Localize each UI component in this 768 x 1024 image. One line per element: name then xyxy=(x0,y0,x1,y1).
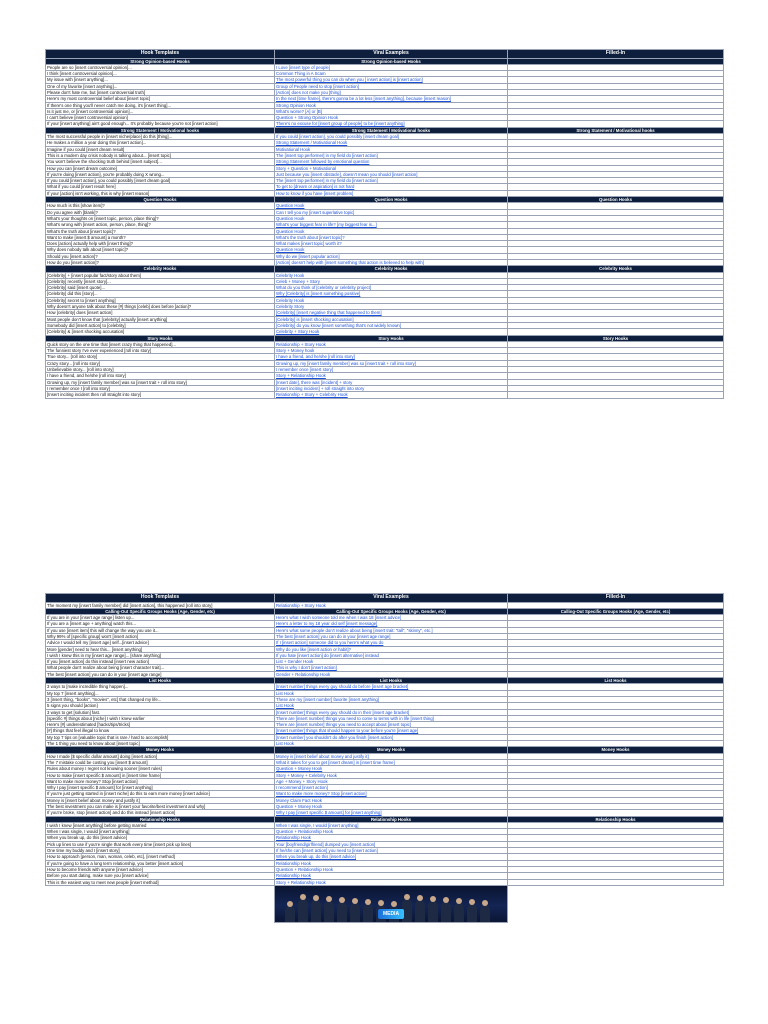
hook-template-cell: [Celebrity] did this [story]... xyxy=(46,291,275,297)
person-head xyxy=(365,899,371,905)
person-silhouette xyxy=(311,900,321,922)
hook-template-cell: This is a modern day crisis nobody is talking about... [insert topic] xyxy=(46,152,275,158)
viral-example-link[interactable]: Story + Relationship Hook xyxy=(275,879,508,885)
section-title: Money Hooks xyxy=(46,747,275,753)
hook-template-cell: If you [insert action] do this instead [insert new action] xyxy=(46,659,275,665)
viral-example-link[interactable]: Celebrity + Story Hook xyxy=(275,329,508,335)
hook-template-cell: Quick story on the one time that [insert crazy thing that happened]... xyxy=(46,341,275,347)
hook-template-cell: This is the easiest way to meet new people [insert method] xyxy=(46,879,275,885)
section-title: List Hooks xyxy=(46,678,275,684)
hook-template-cell: [#] things that feel illegal to know xyxy=(46,728,275,734)
hook-template-cell: I can't believe [insert controversial opinion] xyxy=(46,115,275,121)
hook-template-cell: My top 7 [insert anything]... xyxy=(46,690,275,696)
header-viral-examples: Viral Examples xyxy=(275,50,508,59)
viral-example-link[interactable]: Here's what I wish someone told me when I was 18 [insert advice] xyxy=(275,615,508,621)
viral-example-link[interactable]: Why [Celebrity] is [insert something positive] xyxy=(275,291,508,297)
hook-template-cell: What people don't realize about being [insert character trait]... xyxy=(46,665,275,671)
hook-template-cell: Most people don't know that [celebrity] actually [insert anything] xyxy=(46,316,275,322)
hook-template-cell: How [celebrity] does [insert action] xyxy=(46,310,275,316)
viral-example-link[interactable]: Question Hook xyxy=(275,215,508,221)
section-title-examples: Calling-Out Specific Groups Hooks (Age, Gender, etc) xyxy=(275,608,508,614)
hook-template-cell: Growing up, my [insert family member] was so [insert trait + roll into story] xyxy=(46,379,275,385)
hook-template-cell: What's the truth about [insert topic]? xyxy=(46,228,275,234)
hook-template-cell: People are so [insert controversial opinion]... xyxy=(46,64,275,70)
person-head xyxy=(287,901,293,907)
viral-example-link[interactable]: Strong Opinion Hook xyxy=(275,102,508,108)
viral-example-link[interactable]: I recommend [insert action] xyxy=(275,785,508,791)
viral-example-link[interactable]: I have a friend, and he/she [roll into story] xyxy=(275,354,508,360)
header-hook-templates: Hook Templates xyxy=(46,594,275,603)
hook-template-cell: [Celebrity] recently [insert story]... xyxy=(46,278,275,284)
viral-example-link[interactable]: Age + Money + Story Hook xyxy=(275,778,508,784)
hook-template-cell: How to make [insert specific $ amount] in [insert time frame] xyxy=(46,772,275,778)
person-head xyxy=(391,901,397,907)
person-silhouette xyxy=(480,905,490,922)
hook-template-cell: Should you [insert action]? xyxy=(46,253,275,259)
viral-example-link[interactable]: Story + Money hook xyxy=(275,348,508,354)
header-filled-in: Filled-In xyxy=(508,50,724,59)
hook-template-cell: [Celebrity] & [insert shocking accusation] xyxy=(46,329,275,335)
section-title-examples: Celebrity Hooks xyxy=(275,266,508,272)
person-head xyxy=(339,897,345,903)
hook-template-cell: The 1 thing you need to know about [insert topic] xyxy=(46,741,275,747)
hook-template-cell: My top 7 tips on [valuable topic that is rare / hard to accomplish] xyxy=(46,734,275,740)
viral-example-link[interactable]: [Celebrity] is [insert shocking accusation] xyxy=(275,316,508,322)
hook-template-cell: How much is this [show item]? xyxy=(46,203,275,209)
hook-template-cell: 3 ways to get [solution] fast. xyxy=(46,709,275,715)
section-title: Story Hooks xyxy=(46,335,275,341)
hook-template-cell: What if you could [insert result here] xyxy=(46,184,275,190)
viral-example-link[interactable]: These are my [insert number] favorite [insert anything] xyxy=(275,696,508,702)
person-head xyxy=(469,899,475,905)
viral-example-link[interactable]: Motivational Hook xyxy=(275,146,508,152)
section-header-row xyxy=(46,816,724,822)
viral-example-link[interactable]: To get to [dream or aspiration] is not hard xyxy=(275,184,508,190)
team-banner-image xyxy=(275,886,507,922)
person-head xyxy=(352,898,358,904)
section-title-filled-in: Calling-Out Specific Groups Hooks (Age, Gender, etc) xyxy=(508,608,724,614)
hook-template-cell: More [gender] need to hear this... [insert anything] xyxy=(46,646,275,652)
hook-template-cell: Crazy story... [roll into story] xyxy=(46,360,275,366)
person-head xyxy=(443,897,449,903)
hook-template-cell: If there's one thing you'll never catch me doing, it's [insert thing]... xyxy=(46,102,275,108)
section-title-filled-in: Celebrity Hooks xyxy=(508,266,724,272)
viral-example-link[interactable]: Relationship Hook xyxy=(275,835,508,841)
viral-example-link[interactable]: Celebrity Hook xyxy=(275,272,508,278)
section-header-row xyxy=(46,127,724,133)
viral-example-link[interactable]: I remember once [insert story] xyxy=(275,367,508,373)
section-title-filled-in: Strong Statement / Motivational hooks xyxy=(508,127,724,133)
viral-example-link[interactable]: When you break up, do this [insert advice] xyxy=(275,854,508,860)
viral-example-link[interactable]: List Hook xyxy=(275,741,508,747)
hook-template-cell: I remember once I [roll into story] xyxy=(46,385,275,391)
viral-example-link[interactable]: There's no excuse for [insert group of people] to be [insert anything] xyxy=(275,121,508,127)
thumbnail-row xyxy=(46,885,724,922)
hook-template-cell: If your [insert anything] ain't good enough... It's probably because you're not [insert action] xyxy=(46,121,275,127)
viral-example-link[interactable]: This is why I don't [insert action] xyxy=(275,665,508,671)
hook-template-cell: Want to make [insert $ amount] a month? xyxy=(46,234,275,240)
hook-template-cell: [Celebrity] + [insert popular fact/story about them] xyxy=(46,272,275,278)
header-filled-in: Filled-In xyxy=(508,594,724,603)
hook-template-cell: How to approach [person, man, woman, celeb, etc], [insert method] xyxy=(46,854,275,860)
section-title-examples: Strong Statement / Motivational hooks xyxy=(275,127,508,133)
viral-example-link[interactable]: Here's what some people don't realize about being [insert trait: "tall", "skinny", etc.] xyxy=(275,627,508,633)
table-row xyxy=(46,392,724,398)
viral-example-link[interactable]: What do you think of [celebrity or celebrity project] xyxy=(275,285,508,291)
person-head xyxy=(404,894,410,900)
viral-example-link[interactable]: Why I pay [insert specific $ amount] for [insert anything] xyxy=(275,810,508,816)
hook-template-cell: The best [insert action] you can do in your [insert age range] xyxy=(46,671,275,677)
viral-example-link[interactable]: The most powerful thing you can do when you [ insert action] is [insert action] xyxy=(275,77,508,83)
person-silhouette xyxy=(324,901,334,922)
hook-template-cell: If you are a [insert age + anything] watch this... xyxy=(46,621,275,627)
hook-template-cell: Why does nobody talk about [insert topic]? xyxy=(46,247,275,253)
viral-example-link[interactable]: List + Gender Hook xyxy=(275,659,508,665)
viral-example-link[interactable]: What makes [insert topic] worth it? xyxy=(275,241,508,247)
hook-template-cell: If you're just getting started in [insert niche] do this to earn more money [insert advice] xyxy=(46,791,275,797)
viral-example-link[interactable]: How to know if you have [insert problem] xyxy=(275,190,508,196)
hook-template-cell: If your [action] isn't working, this is why [insert reason] xyxy=(46,190,275,196)
person-silhouette xyxy=(467,904,477,922)
viral-example-link[interactable]: Relationship + Story Hook xyxy=(275,341,508,347)
section-header-row xyxy=(46,747,724,753)
hook-table-page-1 xyxy=(45,49,724,399)
person-head xyxy=(417,895,423,901)
viral-example-link[interactable]: Story + Money + Celebrity Hook xyxy=(275,772,508,778)
viral-example-link[interactable]: Question + Money Hook xyxy=(275,804,508,810)
hook-template-cell: Money is [insert belief about money and justify it] xyxy=(46,797,275,803)
hook-template-cell: Pick up lines to use if you're single that work every time [insert pick up lines] xyxy=(46,841,275,847)
hook-template-cell: 5 signs you should [action] xyxy=(46,703,275,709)
section-header-row xyxy=(46,608,724,614)
person-silhouette xyxy=(350,903,360,922)
hook-template-cell: When I was single, I would [insert anything] xyxy=(46,829,275,835)
section-title: Strong Statement / Motivational hooks xyxy=(46,127,275,133)
media-logo: MEDIA xyxy=(378,909,404,919)
hook-template-cell: [specific #] things about [niche] I wish I knew earlier xyxy=(46,715,275,721)
viral-example-link[interactable]: The [insert top performer] in my field do [insert action] xyxy=(275,178,508,184)
person-silhouette xyxy=(428,901,438,922)
person-silhouette xyxy=(454,903,464,922)
hook-template-cell: Imagine if you could [insert dream result] xyxy=(46,146,275,152)
viral-example-link[interactable]: If I [insert action] someone did to you here's what you do xyxy=(275,640,508,646)
viral-example-link[interactable]: [Insert number] you shouldn't do after you finish [insert action] xyxy=(275,734,508,740)
hook-template-cell: Does [action] actually help with [insert thing]? xyxy=(46,241,275,247)
viral-example-link[interactable]: Question Hook xyxy=(275,228,508,234)
hook-template-cell: How do you [insert action]? xyxy=(46,260,275,266)
viral-example-link[interactable]: What's your biggest fear in life? [my biggest fear is...] xyxy=(275,222,508,228)
hook-template-cell: I have a friend, and he/she [roll into story] xyxy=(46,373,275,379)
viral-example-link[interactable]: Money Claim Fact Hook xyxy=(275,797,508,803)
viral-example-link[interactable]: [Insert number] things that should happen to your before you're [insert age] xyxy=(275,728,508,734)
viral-example-link[interactable]: Relationship + Story + Celebrity Hook xyxy=(275,392,508,398)
hook-template-cell: The most successful people in [insert niche/place] do this [thing]... xyxy=(46,134,275,140)
viral-example-link[interactable]: Question + Relationship Hook xyxy=(275,866,508,872)
viral-example-link[interactable]: Question Hook xyxy=(275,203,508,209)
header-hook-templates: Hook Templates xyxy=(46,50,275,59)
hook-template-cell: One time my buddy and I [insert story] xyxy=(46,848,275,854)
hook-template-cell: Why doesn't anyone talk about these [#] things [celeb] does before [action]? xyxy=(46,304,275,310)
hook-template-cell: True story... [roll into story] xyxy=(46,354,275,360)
viral-example-link[interactable]: [Celebrity] do you know [insert something that's not widely known] xyxy=(275,322,508,328)
section-header-row xyxy=(46,266,724,272)
viral-example-link[interactable]: Group of People need to stop [insert action] xyxy=(275,83,508,89)
section-title: Relationship Hooks xyxy=(46,816,275,822)
section-title-examples: Money Hooks xyxy=(275,747,508,753)
viral-example-link[interactable]: Relationship Hook xyxy=(275,873,508,879)
viral-example-link[interactable]: [Celebrity] [insert negative thing that happened to them] xyxy=(275,310,508,316)
person-head xyxy=(430,896,436,902)
section-title-examples: Story Hooks xyxy=(275,335,508,341)
viral-example-link[interactable]: Question + Strong Opinion Hook xyxy=(275,115,508,121)
viral-example-link[interactable]: Strong Statement / Motivational Hook xyxy=(275,140,508,146)
hook-template-cell: I think [insert controversial opinion]... xyxy=(46,71,275,77)
section-title-filled-in: Money Hooks xyxy=(508,747,724,753)
viral-example-link[interactable]: There are [insert number] things you need to accept about [insert topic] xyxy=(275,722,508,728)
person-silhouette xyxy=(363,904,373,922)
hook-template-cell: Here's my most controversial belief about [insert topic] xyxy=(46,96,275,102)
person-silhouette xyxy=(337,902,347,922)
viral-example-link[interactable]: Question Hook xyxy=(275,247,508,253)
viral-example-link[interactable]: [Insert inciting incident] + roll straight into story xyxy=(275,385,508,391)
hook-template-cell: Why 99% of [specific group] won't [insert action] xyxy=(46,633,275,639)
header-viral-examples: Viral Examples xyxy=(275,594,508,603)
hook-template-cell: [Celebrity] said [insert quote]... xyxy=(46,285,275,291)
viral-example-link[interactable]: Celeb + Money + Story xyxy=(275,278,508,284)
hook-template-cell: Why I pay [insert specific $ amount] for [insert anything] xyxy=(46,785,275,791)
section-title: Strong Opinion-based Hooks xyxy=(46,58,275,64)
empty-cell xyxy=(46,885,275,922)
header-row xyxy=(46,594,724,603)
viral-example-link[interactable]: What it takes for you to get [insert dream] in [insert time frame] xyxy=(275,759,508,765)
hook-template-cell: Before you start dating, make sure you [insert advice] xyxy=(46,873,275,879)
viral-example-link[interactable]: [Insert number] things every guy should do in their [insert age bracket] xyxy=(275,709,508,715)
hook-template-cell: The funniest story I've ever experienced [roll into story] xyxy=(46,348,275,354)
section-title-filled-in: List Hooks xyxy=(508,678,724,684)
viral-example-link[interactable]: Celebrity Story xyxy=(275,304,508,310)
viral-example-link[interactable]: [Action] doesn't help with [insert something that action is believed to help with] xyxy=(275,260,508,266)
hook-template-cell: Do you agree with [blank]? xyxy=(46,209,275,215)
section-title-examples: List Hooks xyxy=(275,678,508,684)
hook-template-cell: [Celebrity] secret to [insert anything] xyxy=(46,297,275,303)
hook-template-cell: Want to make more money? Stop [insert action] xyxy=(46,778,275,784)
filled-in-cell[interactable] xyxy=(508,392,724,398)
section-title-filled-in: Question Hooks xyxy=(508,197,724,203)
viral-example-link[interactable]: Story + Relationship Hook xyxy=(275,373,508,379)
hook-template-cell: Rules about money I regret not knowing sooner [insert rules] xyxy=(46,766,275,772)
section-title: Celebrity Hooks xyxy=(46,266,275,272)
viral-example-link[interactable]: Can I tell you my [insert superlative topic] xyxy=(275,209,508,215)
viral-example-link[interactable]: Growing up, my [insert family member] was so [insert trait + roll into story] xyxy=(275,360,508,366)
hook-template-cell: If you're broke, stop [insert action] and do this instead [insert action] xyxy=(46,810,275,816)
viral-example-link[interactable]: Celebrity Hook xyxy=(275,297,508,303)
hook-template-cell: 3 [insert thing, "books", "movies", etc] that changed my life... xyxy=(46,696,275,702)
viral-example-link[interactable]: Story + Question + Motivational xyxy=(275,165,508,171)
header-row xyxy=(46,50,724,59)
viral-example-link[interactable]: [Insert number] things every guy should do before [insert age bracket] xyxy=(275,684,508,690)
hook-template-cell: When you break up, do this [insert advice] xyxy=(46,835,275,841)
viral-example-link[interactable]: Just because you [insert obstacle], doesn't mean you should [insert action] xyxy=(275,171,508,177)
hook-template-cell: If you are in your [insert age range] listen up... xyxy=(46,615,275,621)
person-silhouette xyxy=(415,900,425,922)
viral-example-link[interactable]: Relationship Hook xyxy=(275,860,508,866)
viral-example-link[interactable]: Strong Statement followed by emotional question xyxy=(275,159,508,165)
section-header-row xyxy=(46,197,724,203)
viral-example-link[interactable]: I Love [insert type of people] xyxy=(275,64,508,70)
empty-cell xyxy=(508,885,724,922)
person-head xyxy=(326,896,332,902)
viral-example-link[interactable]: Money is [insert belief about money and justify it] xyxy=(275,753,508,759)
hook-template-cell: Advice I would tell my [insert age] self...[insert advice] xyxy=(46,640,275,646)
hook-table-page-2 xyxy=(45,593,724,923)
hook-template-cell: If you're doing [insert action], you're probably doing X wrong... xyxy=(46,171,275,177)
viral-example-link[interactable]: Gender + Relationship Hook xyxy=(275,671,508,677)
viral-example-link[interactable]: List Hook xyxy=(275,703,508,709)
viral-example-link[interactable]: There are [insert number] things you need to come to terms with in life [insert thing] xyxy=(275,715,508,721)
viral-example-link[interactable]: The best [insert action] you can do in your [insert age range] xyxy=(275,633,508,639)
hook-template-cell: You won't believe the shocking truth behind [insert subject]... xyxy=(46,159,275,165)
viral-example-link[interactable]: The [insert top performer] in my field do [insert action] xyxy=(275,152,508,158)
viral-example-link[interactable]: Here's a letter to my 18 year old self [insert message] xyxy=(275,621,508,627)
section-title-filled-in: Relationship Hooks xyxy=(508,816,724,822)
hook-template-cell: Is it just me, or [insert controversial opinion]... xyxy=(46,108,275,114)
hook-template-cell: 3 ways to [make incredible thing happen]... xyxy=(46,684,275,690)
person-head xyxy=(456,898,462,904)
viral-example-link[interactable]: Question + Money Hook xyxy=(275,766,508,772)
section-title-examples: Relationship Hooks xyxy=(275,816,508,822)
hook-template-cell: Somebody did [insert action] to [celebrity] xyxy=(46,322,275,328)
person-silhouette xyxy=(441,902,451,922)
hook-template-cell: [Insert inciting incident then roll straight into story] xyxy=(46,392,275,398)
viral-example-link[interactable]: When I was single, I would [insert anything] xyxy=(275,822,508,828)
section-title-filled-in: Story Hooks xyxy=(508,335,724,341)
hook-template-cell: How I made [$ specific dollar amount] doing [insert action] xyxy=(46,753,275,759)
viral-example-link[interactable]: Your [boyfriend/girlfriend] dumped you [insert action] xyxy=(275,841,508,847)
section-title: Question Hooks xyxy=(46,197,275,203)
hook-template-cell: Unbelievable story... [roll into story] xyxy=(46,367,275,373)
hook-template-cell: How you can [insert dream outcome] xyxy=(46,165,275,171)
hook-template-cell: I wish I knew [insert anything] before getting married xyxy=(46,822,275,828)
hook-template-cell: One of my favorite [insert anything]... xyxy=(46,83,275,89)
viral-example-link[interactable]: If he/she can [insert action] you need to [insert action] xyxy=(275,848,508,854)
viral-example-link[interactable]: Question + Relationship Hook xyxy=(275,829,508,835)
hook-template-cell: How to become friends with anyone [insert advice] xyxy=(46,866,275,872)
viral-example-link[interactable]: In the next [time frame], there's gonna be a lot less [insert anything], because [insert reason] xyxy=(275,96,508,102)
section-title-examples: Strong Opinion-based Hooks xyxy=(275,58,508,64)
viral-example-link[interactable]: Why do you like [insert action or habit]? xyxy=(275,646,508,652)
person-silhouette xyxy=(298,899,308,922)
hook-template-cell: He makes a million a year doing this [insert action]... xyxy=(46,140,275,146)
hook-template-cell: The moment my [insert family member] did [insert action], this happened [roll into story] xyxy=(46,602,275,608)
hook-template-cell: Here's [#] underestimated [hacks/tips/tricks] xyxy=(46,722,275,728)
viral-example-link[interactable]: If you hate [insert action] do [insert alternative] instead xyxy=(275,652,508,658)
person-head xyxy=(313,895,319,901)
person-head xyxy=(378,900,384,906)
hook-template-cell: The best investment you can make is [insert your favorite/best investment and why] xyxy=(46,804,275,810)
viral-example-link[interactable]: Relationship + Story Hook xyxy=(275,602,508,608)
viral-example-link[interactable]: If you could [insert action], you could possibly [insert dream goal] xyxy=(275,134,508,140)
hook-template-cell: My issue with [insert anything]... xyxy=(46,77,275,83)
banner-thumbnail xyxy=(275,885,508,922)
viral-example-link[interactable]: Want to make more money? Stop [insert action] xyxy=(275,791,508,797)
section-title-examples: Question Hooks xyxy=(275,197,508,203)
section-header-row xyxy=(46,335,724,341)
hook-template-cell: Please don't hate me, but [insert controversial truth] xyxy=(46,89,275,95)
person-silhouette xyxy=(285,906,295,922)
viral-example-link[interactable]: What's the truth about [insert topic]? xyxy=(275,234,508,240)
hook-template-cell: I wish I knew this in my [insert age range]... [share anything] xyxy=(46,652,275,658)
person-head xyxy=(482,900,488,906)
viral-example-link[interactable]: Why do we [insert popular action] xyxy=(275,253,508,259)
viral-example-link[interactable]: List Hook xyxy=(275,690,508,696)
section-title: Calling-Out Specific Groups Hooks (Age, Gender, etc) xyxy=(46,608,275,614)
hook-template-cell: If you're going to have a long term relationship, you better [insert action] xyxy=(46,860,275,866)
viral-example-link[interactable]: [Action] does not make you [thing] xyxy=(275,89,508,95)
hook-template-cell: If you use [insert item] this will change the way you use it... xyxy=(46,627,275,633)
viral-example-link[interactable]: [Insert date], there was [incident] + story xyxy=(275,379,508,385)
hook-template-cell: If you could [insert action], you could possibly [insert dream goal] xyxy=(46,178,275,184)
hook-template-cell: The 7 mistake could be costing you [insert $ amount] xyxy=(46,759,275,765)
hook-template-cell: What's wrong with [insert action, person, place, thing]? xyxy=(46,222,275,228)
hook-template-cell: What's your thoughts on [insert topic, person, place thing]? xyxy=(46,215,275,221)
viral-example-link[interactable]: Common Thing in A Scam xyxy=(275,71,508,77)
person-head xyxy=(300,894,306,900)
viral-example-link[interactable]: What's worse? [A] or [B] xyxy=(275,108,508,114)
